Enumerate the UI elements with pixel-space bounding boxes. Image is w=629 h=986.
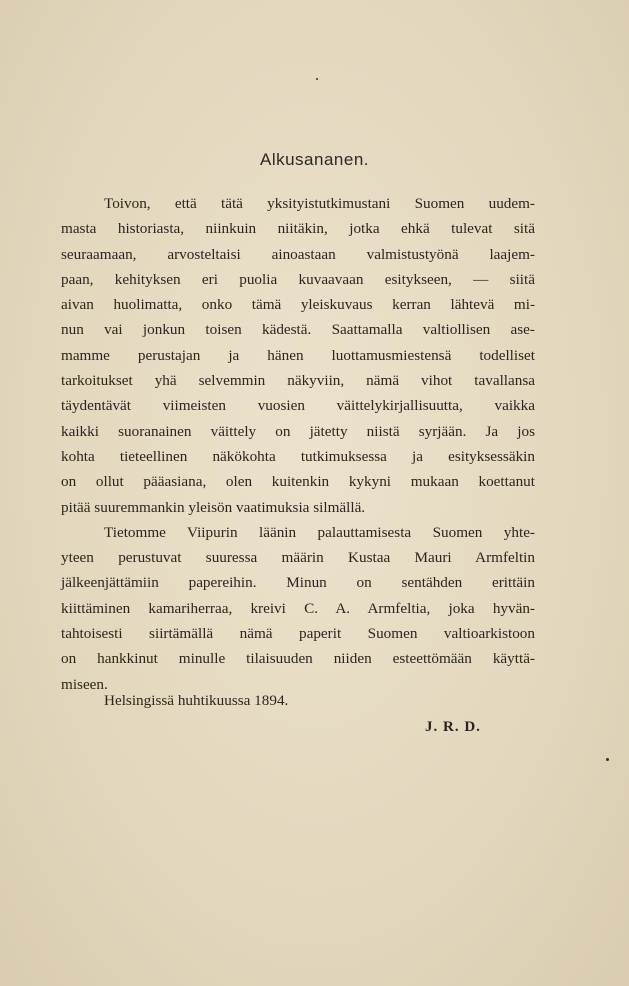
text-line: miseen. [61,675,108,693]
text-line: kohta tieteellinen näkökohta tutkimuksessa ja esityksessäkin [61,447,535,465]
text-line: kiittäminen kamariherraa, kreivi C. A. Armfeltia, joka hyvän- [61,599,535,617]
text-line: Toivon, että tätä yksityistutkimustani Suomen uudem- [104,195,535,212]
preface-body [61,191,535,697]
text-line: tahtoisesti siirtämällä nämä paperit Suomen valtioarkistoon [61,625,535,643]
text-line: aivan huolimatta, onko tämä yleiskuvaus kerran lähtevä mi- [61,296,535,314]
text-line: tarkoitukset yhä selvemmin näkyviin, nämä vihot tavallansa [61,372,535,390]
text-line: kaikki suoranainen väittely on jätetty niistä syrjään. Ja jos [61,422,535,440]
text-line: Tietomme Viipurin läänin palauttamisesta Suomen yhte- [104,523,535,541]
paper-speck [606,758,609,761]
text-line: mamme perustajan ja hänen luottamusmiestensä todelliset [61,346,535,364]
text-line: seuraamaan, arvosteltaisi ainoastaan valmistustyönä laajem- [61,245,535,263]
paragraph-2 [61,520,535,697]
text-line: masta historiasta, niinkuin niitäkin, jotka ehkä tulevat sitä [61,220,535,238]
paper-speck [316,78,318,80]
page-title: Alkusananen. [259,150,370,169]
text-line: jälkeenjättämiin papereihin. Minun on sentähden erittäin [61,574,535,592]
text-line: on ollut pääasiana, olen kuitenkin kykyni mukaan koettanut [61,473,535,491]
text-line: nun vai jonkun toisen kädestä. Saattamalla valtiollisen ase- [61,321,535,339]
paragraph-1 [61,191,535,520]
text-line: pitää suuremmankin yleisön vaatimuksia silmällä. [61,498,366,516]
dateline: Helsingissä huhtikuussa 1894. [104,692,289,709]
text-line: yteen perustuvat suuressa määrin Kustaa Mauri Armfeltin [61,549,535,567]
text-line: on hankkinut minulle tilaisuuden niiden esteettömään käyttä- [61,650,535,668]
text-line: täydentävät viimeisten vuosien väittelykirjallisuutta, vaikka [61,397,535,415]
signature: J. R. D. [425,719,481,735]
text-line: paan, kehityksen eri puolia kuvaavaan esitykseen, — siitä [61,270,535,288]
